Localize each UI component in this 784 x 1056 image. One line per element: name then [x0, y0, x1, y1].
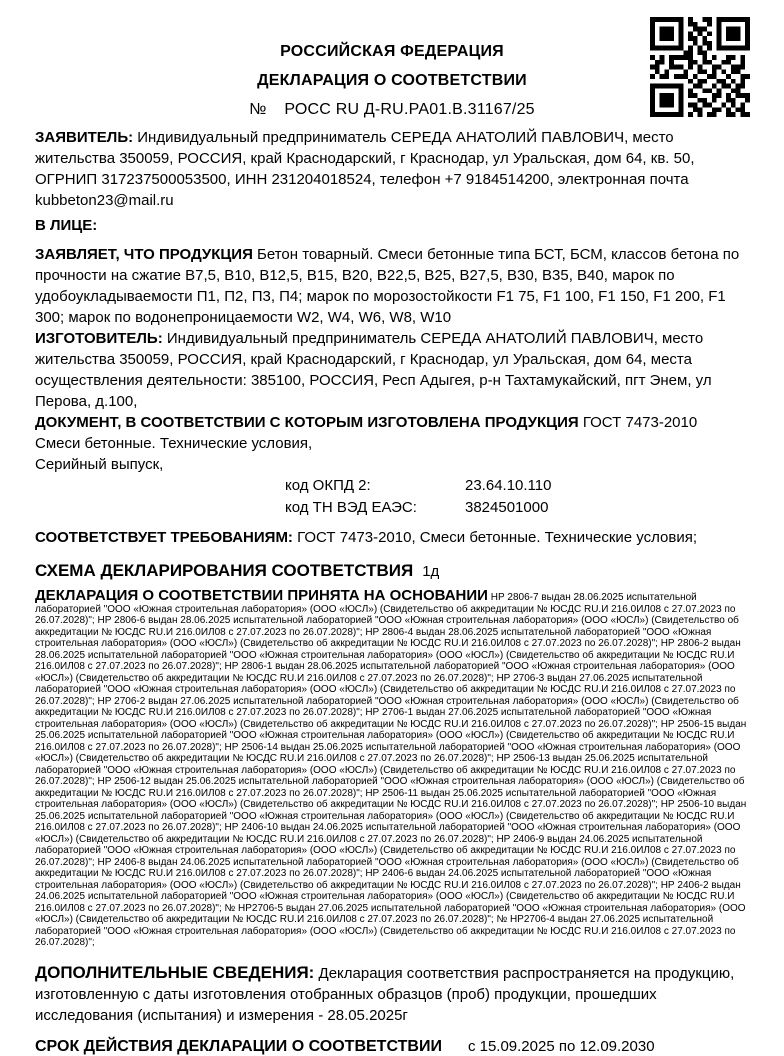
- qr-code: [650, 17, 750, 117]
- scheme-label: СХЕМА ДЕКЛАРИРОВАНИЯ СООТВЕТСТВИЯ: [35, 561, 414, 580]
- in-person-label: В ЛИЦЕ:: [35, 217, 98, 234]
- applicant-section: [35, 127, 748, 211]
- tnved-value: 3824501000: [465, 499, 549, 516]
- declaration-number-value: РОСС RU Д-RU.РА01.В.31167/25: [284, 101, 535, 118]
- document-title-line: Смеси бетонные. Технические условия,: [35, 435, 313, 452]
- okpd-label: код ОКПД 2:: [285, 477, 371, 494]
- manufacturer-section: [35, 328, 748, 412]
- in-person-section: [35, 215, 748, 236]
- compliance-label: СООТВЕТСТВУЕТ ТРЕБОВАНИЯМ:: [35, 529, 293, 546]
- product-label: ЗАЯВЛЯЕТ, ЧТО ПРОДУКЦИЯ: [35, 246, 253, 263]
- scheme-value: 1д: [422, 563, 440, 580]
- basis-section: [35, 587, 748, 949]
- document-gost: ГОСТ 7473-2010: [582, 414, 698, 431]
- manufacturer-text: Индивидуальный предприниматель СЕРЕДА АНАТОЛИЙ ПАВЛОВИЧ, место жительства 350059, РОССИЯ, край Краснодарский, г Краснодар, ул Уральская, дом 64, места осуществления деятельности: 385100, РОССИЯ, Респ Адыгея, р-н Тахтамукайский, пгт Энем, ул Перова, д.100,: [35, 330, 712, 410]
- codes-block: [285, 475, 748, 519]
- basis-text: НР 2806-7 выдан 28.06.2025 испытательной лабораторией "ООО «Южная строительная лаборатория» (ООО «ЮСЛ») (Свидетельство об аккредитации № ЮСДС RU.И 216.0ИЛ08 с 27.07.2023 по 26.07.2028)"; НР 2806-6 выдан 28.06.2025 испытательной лабораторией "ООО «Южная строительная лаборатория» (ООО «ЮСЛ») (Свидетельство об аккредитации № ЮСДС RU.И 216.0ИЛ08 с 27.07.2023 по 26.07.2028)"; НР 2806-4 выдан 28.06.2025 испытательной лабораторией "ООО «Южная строительная лаборатория» (ООО «ЮСЛ») (Свидетельство об аккредитации № ЮСДС RU.И 216.0ИЛ08 с 27.07.2023 по 26.07.2028)"; НР 2806-2 выдан 28.06.2025 испытательной лабораторией "ООО «Южная строительная лаборатория» (ООО «ЮСЛ») (Свидетельство об аккредитации № ЮСДС RU.И 216.0ИЛ08 с 27.07.2023 по 26.07.2028)"; НР 2806-1 выдан 28.06.2025 испытательной лабораторией "ООО «Южная строительная лаборатория» (ООО «ЮСЛ») (Свидетельство об аккредитации № ЮСДС RU.И 216.0ИЛ08 с 27.07.2023 по 26.07.2028)"; НР 2706-3 выдан 27.06.2025 испытательной лабораторией "ООО «Южная строительная лаборатория» (ООО «ЮСЛ») (Свидетельство об аккредитации № ЮСДС RU.И 216.0ИЛ08 с 27.07.2023 по 26.07.2028)"; НР 2706-2 выдан 27.06.2025 испытательной лабораторией "ООО «Южная строительная лаборатория» (ООО «ЮСЛ») (Свидетельство об аккредитации № ЮСДС RU.И 216.0ИЛ08 с 27.07.2023 по 26.07.2028)"; НР 2706-1 выдан 27.06.2025 испытательной лабораторией "ООО «Южная строительная лаборатория» (ООО «ЮСЛ») (Свидетельство об аккредитации № ЮСДС RU.И 216.0ИЛ08 с 27.07.2023 по 26.07.2028)"; НР 2506-15 выдан 25.06.2025 испытательной лабораторией "ООО «Южная строительная лаборатория» (ООО «ЮСЛ») (Свидетельство об аккредитации № ЮСДС RU.И 216.0ИЛ08 с 27.07.2023 по 26.07.2028)"; НР 2506-14 выдан 25.06.2025 испытательной лабораторией "ООО «Южная строительная лаборатория» (ООО «ЮСЛ») (Свидетельство об аккредитации № ЮСДС RU.И 216.0ИЛ08 с 27.07.2023 по 26.07.2028)"; НР 2506-13 выдан 25.06.2025 испытательной лабораторией "ООО «Южная строительная лаборатория» (ООО «ЮСЛ») (Свидетельство об аккредитации № ЮСДС RU.И 216.0ИЛ08 с 27.07.2023 по 26.07.2028)"; НР 2506-12 выдан 25.06.2025 испытательной лабораторией "ООО «Южная строительная лаборатория» (ООО «ЮСЛ») (Свидетельство об аккредитации № ЮСДС RU.И 216.0ИЛ08 с 27.07.2023 по 26.07.2028)"; НР 2506-11 выдан 25.06.2025 испытательной лабораторией "ООО «Южная строительная лаборатория» (ООО «ЮСЛ») (Свидетельство об аккредитации № ЮСДС RU.И 216.0ИЛ08 с 27.07.2023 по 26.07.2028)"; НР 2506-10 выдан 25.06.2025 испытательной лабораторией "ООО «Южная строительная лаборатория» (ООО «ЮСЛ») (Свидетельство об аккредитации № ЮСДС RU.И 216.0ИЛ08 с 27.07.2023 по 26.07.2028)"; НР 2406-10 выдан 24.06.2025 испытательной лабораторией "ООО «Южная строительная лаборатория» (ООО «ЮСЛ») (Свидетельство об аккредитации № ЮСДС RU.И 216.0ИЛ08 с 27.07.2023 по 26.07.2028)"; НР 2406-9 выдан 24.06.2025 испытательной лабораторией "ООО «Южная строительная лаборатория» (ООО «ЮСЛ») (Свидетельство об аккредитации № ЮСДС RU.И 216.0ИЛ08 с 27.07.2023 по 26.07.2028)"; НР 2406-8 выдан 24.06.2025 испытательной лабораторией "ООО «Южная строительная лаборатория» (ООО «ЮСЛ») (Свидетельство об аккредитации № ЮСДС RU.И 216.0ИЛ08 с 27.07.2023 по 26.07.2028)"; НР 2406-6 выдан 24.06.2025 испытательной лабораторией "ООО «Южная строительная лаборатория» (ООО «ЮСЛ») (Свидетельство об аккредитации № ЮСДС RU.И 216.0ИЛ08 с 27.07.2023 по 26.07.2028)"; НР 2406-2 выдан 24.06.2025 испытательной лабораторией "ООО «Южная строительная лаборатория» (ООО «ЮСЛ») (Свидетельство об аккредитации № ЮСДС RU.И 216.0ИЛ08 с 27.07.2023 по 26.07.2028)"; № НР2706-5 выдан 27.06.2025 испытательной лабораторией "ООО «Южная строительная лаборатория» (ООО «ЮСЛ») (Свидетельство об аккредитации № ЮСДС RU.И 216.0ИЛ08 с 27.07.2023 по 26.07.2028)"; № НР2706-4 выдан 27.06.2025 испытательной лабораторией "ООО «Южная строительная лаборатория» (ООО «ЮСЛ») (Свидетельство об аккредитации № ЮСДС RU.И 216.0ИЛ08 с 27.07.2023 по 26.07.2028)";: [35, 592, 747, 948]
- document-release-type: Серийный выпуск,: [35, 456, 164, 473]
- okpd-value: 23.64.10.110: [465, 477, 552, 494]
- validity-label: СРОК ДЕЙСТВИЯ ДЕКЛАРАЦИИ О СООТВЕТСТВИИ: [35, 1037, 442, 1055]
- page-title: ДЕКЛАРАЦИЯ О СООТВЕТСТВИИ: [257, 72, 527, 89]
- additional-info-section: [35, 962, 748, 1026]
- validity-section: [35, 1038, 748, 1056]
- compliance-text: ГОСТ 7473-2010, Смеси бетонные. Технические условия;: [297, 529, 697, 546]
- number-sign: №: [249, 101, 267, 118]
- code-row-okpd: [285, 475, 748, 497]
- validity-period: с 15.09.2025 по 12.09.2030: [467, 1037, 655, 1055]
- additional-info-text: Декларация соответствия распространяется на продукцию, изготовленную с даты изготовления отобранных образцов (проб) продукции, прошедших исследования (испытания) и измерения - 28.05.2025г: [35, 964, 735, 1024]
- document-basis-section: [35, 412, 748, 475]
- tnved-label: код ТН ВЭД ЕАЭС:: [285, 499, 417, 516]
- additional-info-label: ДОПОЛНИТЕЛЬНЫЕ СВЕДЕНИЯ:: [35, 962, 315, 982]
- applicant-label: ЗАЯВИТЕЛЬ:: [35, 129, 134, 146]
- manufacturer-label: ИЗГОТОВИТЕЛЬ:: [35, 330, 163, 347]
- scheme-section: [35, 560, 748, 582]
- basis-label: ДЕКЛАРАЦИЯ О СООТВЕТСТВИИ ПРИНЯТА НА ОСНОВАНИИ: [35, 587, 488, 604]
- compliance-section: [35, 527, 748, 548]
- product-text: Бетон товарный. Смеси бетонные типа БСТ, БСМ, классов бетона по прочности на сжатие В7,5, В10, В12,5, В15, В20, В22,5, В25, В27,5, В30, В35, В40, марок по удобоукладываемости П1, П2, П3, П4; марок по морозостойкости F1 75, F1 100, F1 150, F1 200, F1 300; марок по водонепроницаемости W2, W4, W6, W8, W10: [35, 246, 740, 326]
- document-basis-label: ДОКУМЕНТ, В СООТВЕТСТВИИ С КОТОРЫМ ИЗГОТОВЛЕНА ПРОДУКЦИЯ: [35, 414, 579, 431]
- country-title: РОССИЙСКАЯ ФЕДЕРАЦИЯ: [280, 43, 504, 60]
- product-section: [35, 244, 748, 328]
- code-row-tnved: [285, 497, 748, 519]
- applicant-text: Индивидуальный предприниматель СЕРЕДА АНАТОЛИЙ ПАВЛОВИЧ, место жительства 350059, РОССИЯ, край Краснодарский, г Краснодар, ул Уральская, дом 64, кв. 50, ОГРНИП 317237500053500, ИНН 231204018524, телефон +7 9184514200, электронная почта kubbeton23@mail.ru: [35, 129, 695, 209]
- document-body: [0, 127, 784, 1056]
